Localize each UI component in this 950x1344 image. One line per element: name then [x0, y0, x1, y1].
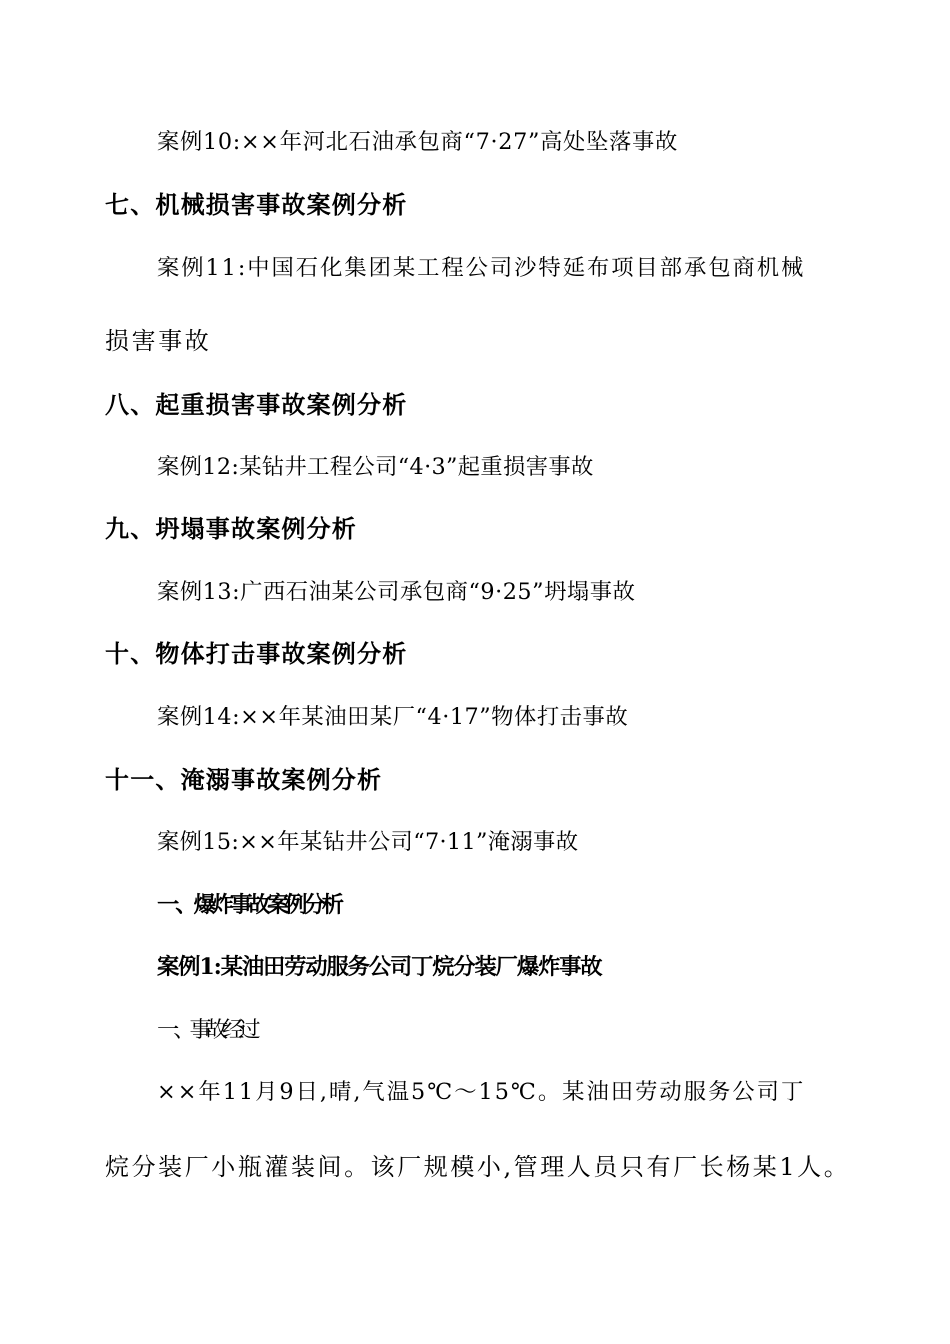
case-15-line: 案例15:××年某钻井公司“7·11”淹溺事故: [157, 829, 579, 855]
section-1-explosion-heading: 一、爆炸事故案例分析: [157, 892, 341, 918]
section-8-heading: 八、起重损害事故案例分析: [105, 390, 408, 419]
case-13-line: 案例13:广西石油某公司承包商“9·25”坍塌事故: [157, 579, 636, 605]
section-11-heading: 十一、淹溺事故案例分析: [105, 765, 383, 794]
case-12-line: 案例12:某钻井工程公司“4·3”起重损害事故: [157, 454, 594, 480]
case-10-line: 案例10:××年河北石油承包商“7·27”高处坠落事故: [157, 129, 678, 155]
case-14-line: 案例14:××年某油田某厂“4·17”物体打击事故: [157, 704, 629, 730]
paragraph-line-1: ××年11月9日,晴,气温5℃～15℃。某油田劳动服务公司丁: [157, 1079, 806, 1105]
case-11-line-1: 案例11:中国石化集团某工程公司沙特延布项目部承包商机械: [157, 255, 806, 281]
section-7-heading: 七、机械损害事故案例分析: [105, 190, 408, 219]
case-1-title: 案例1:某油田劳动服务公司丁烷分装厂爆炸事故: [157, 954, 602, 980]
subsection-accident-process: 一、事故经过: [157, 1017, 255, 1043]
section-10-heading: 十、物体打击事故案例分析: [105, 639, 408, 668]
paragraph-line-2: 烷分装厂小瓶灌装间。该厂规模小,管理人员只有厂长杨某1人。: [105, 1153, 851, 1181]
section-9-heading: 九、坍塌事故案例分析: [105, 514, 357, 543]
case-11-line-2: 损害事故: [105, 327, 212, 355]
